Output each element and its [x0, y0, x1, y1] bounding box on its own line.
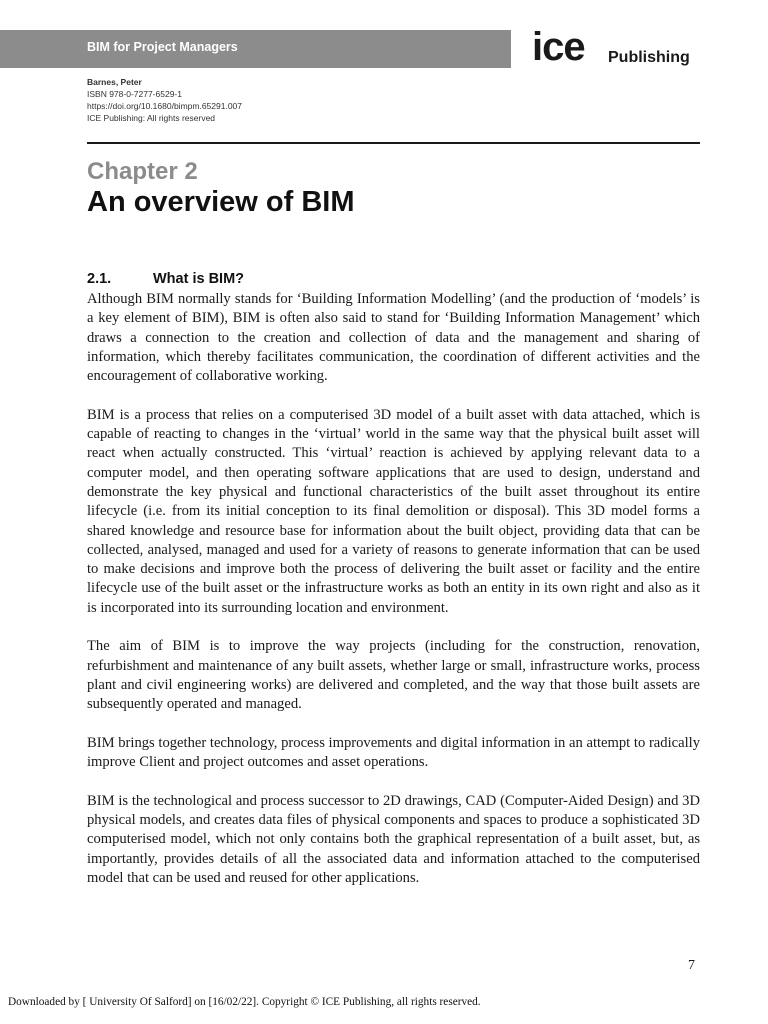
logo-ice-text: ice: [532, 25, 585, 69]
section-heading: [87, 271, 244, 287]
book-title: BIM for Project Managers: [87, 40, 238, 54]
isbn: ISBN 978-0-7277-6529-1: [87, 89, 182, 99]
ice-publishing-logo: [532, 25, 702, 70]
page-number: 7: [688, 958, 695, 973]
header-bar: [0, 30, 511, 68]
body-text: [87, 290, 700, 908]
rights-statement: ICE Publishing: All rights reserved: [87, 113, 216, 123]
section-number: 2.1.: [87, 271, 112, 287]
logo-publishing-text: Publishing: [608, 49, 690, 66]
chapter-label: Chapter 2: [87, 158, 198, 185]
book-metadata: [87, 76, 242, 124]
doi-link[interactable]: https://doi.org/10.1680/bimpm.65291.007: [87, 101, 242, 111]
paragraph: Although BIM normally stands for ‘Building Information Modelling’ (and the production of ‘models’ is a key element of BIM), BIM is often also said to stand for ‘Building Information Management’ which draws a connection to the creation and collection of data and the management and sharing of information, which thereby facilitates communication, the coordination of different activities and the encouragement of collaborative working.: [87, 291, 700, 385]
paragraph: The aim of BIM is to improve the way projects (including for the construction, renovation, refurbishment and maintenance of any built assets, whether large or small, infrastructure works, process plant and civil engineering works) are delivered and completed, and the way that those built assets are subsequently operated and managed.: [87, 638, 700, 713]
download-footer-note: Downloaded by [ University Of Salford] on [16/02/22]. Copyright © ICE Publishing, all rights reserved.: [8, 996, 481, 1008]
chapter-title: An overview of BIM: [87, 186, 355, 218]
paragraph: BIM brings together technology, process improvements and digital information in an attempt to radically improve Client and project outcomes and asset operations.: [87, 734, 700, 771]
header-rule: [87, 142, 700, 144]
author-name: Barnes, Peter: [87, 77, 142, 87]
paragraph: BIM is the technological and process successor to 2D drawings, CAD (Computer-Aided Design) and 3D physical models, and creates data files of physical components and spaces to produce a sophisticated 3D computerised model, which not only contains both the graphical representation of a built asset, but, as importantly, provides details of all the associated data and information attached to the computerised model that can be used and reused for other applications.: [87, 792, 700, 886]
paragraph: BIM is a process that relies on a computerised 3D model of a built asset with data attached, which is capable of reacting to changes in the ‘virtual’ world in the same way that the physical built asset will react when actually constructed. This ‘virtual’ reaction is achieved by applying relevant data to a computer model, and then operating software applications that are used to design, understand and demonstrate the key physical and functional characteristics of the built asset throughout its entire lifecycle (i.e. from its initial conception to its final demolition or disposal). This 3D model forms a shared knowledge and resource base for information about the built object, providing data that can be collected, analysed, managed and used for a variety of reasons to generate information that can be used to make decisions and improve both the process of delivering the built asset or facility and the entire lifecycle use of the built asset or the infrastructure works as both an entity in its own right and also as it is incorporated into its surrounding location and environment.: [87, 406, 700, 616]
section-title: What is BIM?: [153, 271, 245, 287]
